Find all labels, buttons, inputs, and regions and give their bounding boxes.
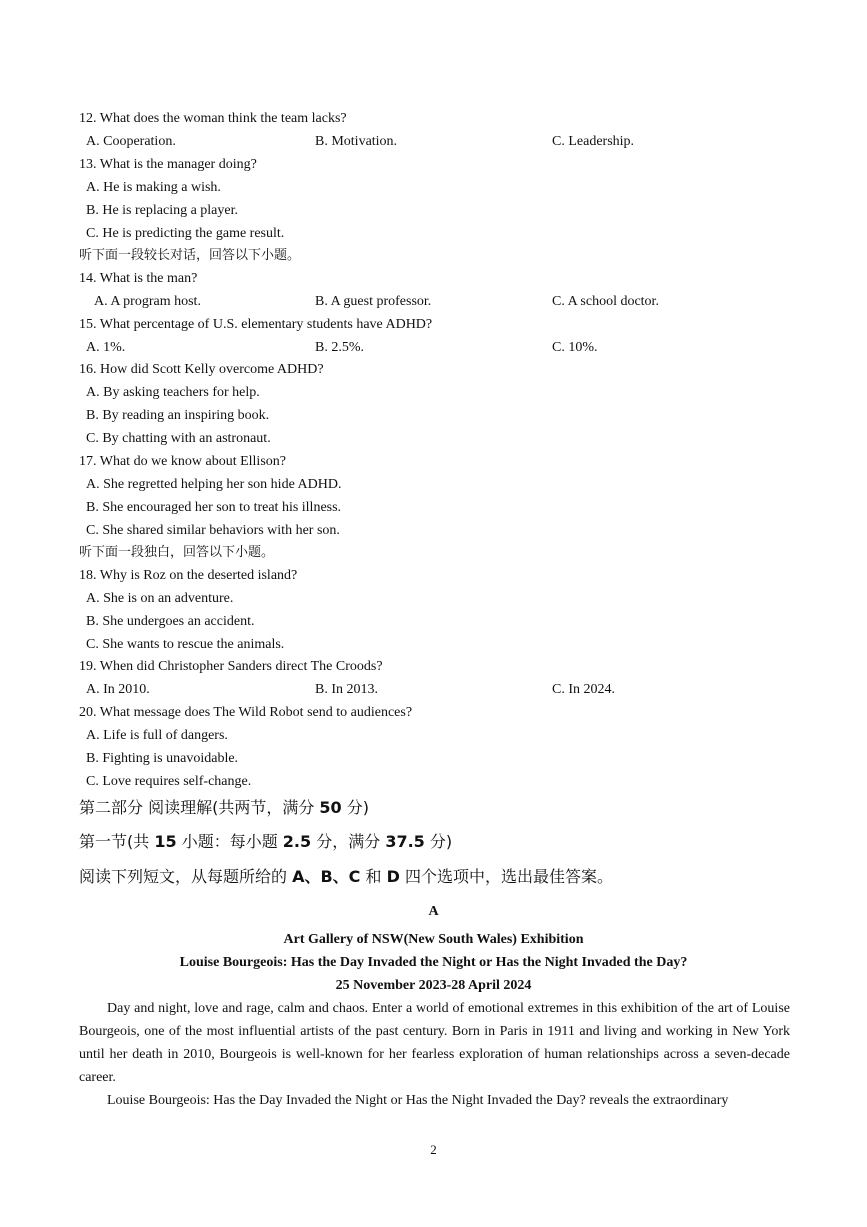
q15-option-a: A. 1%.: [86, 340, 126, 355]
question-20: 20. What message does The Wild Robot send to audiences?: [79, 705, 413, 720]
instruction-monologue: 听下面一段独白，回答以下小题。: [79, 545, 275, 560]
exhibition-title: Louise Bourgeois: Has the Day Invaded the Night or Has the Night Invaded the Day?: [179, 955, 688, 970]
question-19: 19. When did Christopher Sanders direct The Croods?: [79, 659, 383, 674]
part2-heading: 第二部分 阅读理解(共两节，满分 50 分): [79, 798, 370, 817]
q16-option-c: C. By chatting with an astronaut.: [86, 431, 271, 446]
q16-option-a: A. By asking teachers for help.: [86, 385, 260, 400]
q18-option-c: C. She wants to rescue the animals.: [86, 637, 285, 652]
q14-option-c: C. A school doctor.: [552, 294, 659, 309]
question-15: 15. What percentage of U.S. elementary students have ADHD?: [79, 317, 433, 332]
q19-option-a: A. In 2010.: [86, 682, 150, 697]
q18-option-b: B. She undergoes an accident.: [86, 614, 255, 629]
q12-option-b: B. Motivation.: [315, 134, 398, 149]
q12-option-c: C. Leadership.: [552, 134, 635, 149]
question-13: 13. What is the manager doing?: [79, 157, 257, 172]
instruction-long-dialogue: 听下面一段较长对话，回答以下小题。: [79, 248, 301, 263]
passage-letter: A: [428, 904, 439, 919]
passage-title: Art Gallery of NSW(New South Wales) Exhibition: [283, 932, 584, 947]
q13-option-c: C. He is predicting the game result.: [86, 226, 285, 241]
q14-option-a: A. A program host.: [94, 294, 201, 309]
q14-option-b: B. A guest professor.: [315, 294, 432, 309]
q13-option-b: B. He is replacing a player.: [86, 203, 239, 218]
passage-paragraph-1: Day and night, love and rage, calm and chaos. Enter a world of emotional extremes in this exhibition of the art of Louise Bourgeois, one of the most influential artists of the past century. Born in Paris in 1911 and living and working in New York until her death in 2010, Bourgeois is well-known for her fearless exploration of human relationships across a seven-decade career.: [79, 1001, 790, 1085]
q20-option-b: B. Fighting is unavoidable.: [86, 751, 239, 766]
q20-option-c: C. Love requires self-change.: [86, 774, 252, 789]
q17-option-a: A. She regretted helping her son hide ADHD.: [86, 477, 342, 492]
q16-option-b: B. By reading an inspiring book.: [86, 408, 270, 423]
q12-option-a: A. Cooperation.: [86, 134, 176, 149]
q13-option-a: A. He is making a wish.: [86, 180, 221, 195]
question-18: 18. Why is Roz on the deserted island?: [79, 568, 298, 583]
q20-option-a: A. Life is full of dangers.: [86, 728, 228, 743]
q19-option-c: C. In 2024.: [552, 682, 615, 697]
exhibition-dates: 25 November 2023-28 April 2024: [335, 978, 532, 993]
q19-option-b: B. In 2013.: [315, 682, 378, 697]
reading-instructions: 阅读下列短文，从每题所给的 A、B、C 和 D 四个选项中，选出最佳答案。: [79, 867, 613, 886]
section1-heading: 第一节(共 15 小题：每小题 2.5 分，满分 37.5 分): [79, 832, 453, 851]
page-number: 2: [430, 1142, 437, 1157]
question-12: 12. What does the woman think the team lacks?: [79, 111, 347, 126]
q15-option-c: C. 10%.: [552, 340, 598, 355]
question-16: 16. How did Scott Kelly overcome ADHD?: [79, 362, 324, 377]
question-14: 14. What is the man?: [79, 271, 198, 286]
passage-paragraph-2: Louise Bourgeois: Has the Day Invaded the Night or Has the Night Invaded the Day? reveals the extraordinary: [107, 1093, 729, 1108]
q17-option-c: C. She shared similar behaviors with her son.: [86, 523, 340, 538]
q18-option-a: A. She is on an adventure.: [86, 591, 234, 606]
q15-option-b: B. 2.5%.: [315, 340, 364, 355]
question-17: 17. What do we know about Ellison?: [79, 454, 286, 469]
q17-option-b: B. She encouraged her son to treat his illness.: [86, 500, 342, 515]
